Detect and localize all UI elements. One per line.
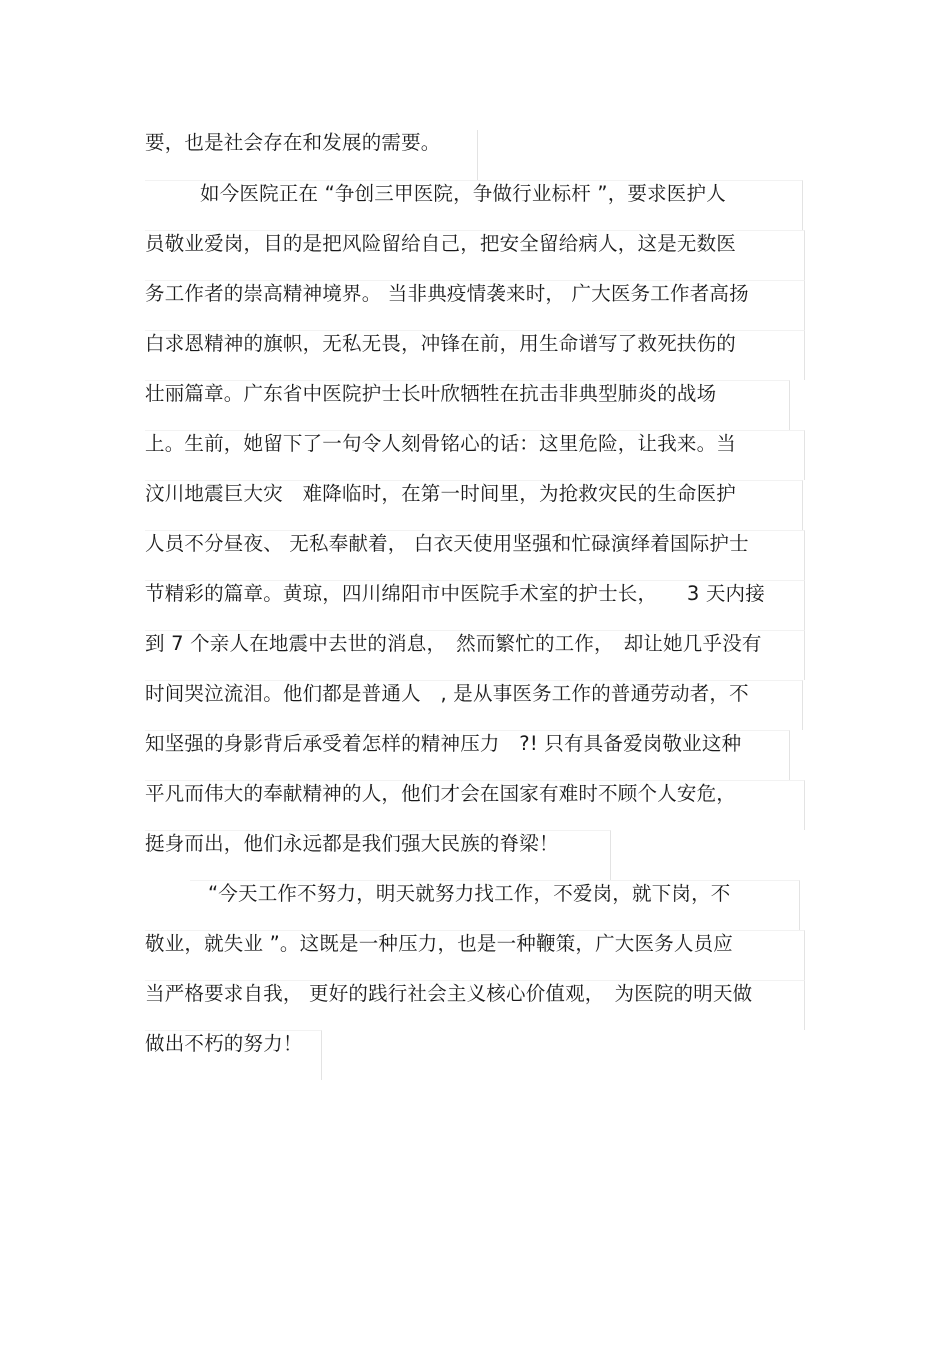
text-line bbox=[145, 780, 805, 830]
line-text: 到 7 个亲人在地震中去世的消息， 然而繁忙的工作， 却让她几乎没有 bbox=[145, 632, 762, 655]
text-line bbox=[190, 880, 800, 930]
text-line bbox=[145, 1030, 322, 1080]
text-line bbox=[145, 930, 805, 980]
text-line bbox=[145, 730, 790, 780]
text-line bbox=[145, 630, 805, 680]
line-text: 人员不分昼夜、 无私奉献着， 白衣天使用坚强和忙碌演绎着国际护士 bbox=[145, 532, 749, 555]
line-text: 要，也是社会存在和发展的需要。 bbox=[145, 131, 441, 154]
text-line bbox=[145, 130, 478, 180]
text-line bbox=[145, 530, 805, 580]
line-text: 当严格要求自我， 更好的践行社会主义核心价值观， 为医院的明天做 bbox=[145, 982, 753, 1005]
text-line bbox=[145, 230, 805, 280]
line-text: 做出不朽的努力！ bbox=[145, 1032, 303, 1055]
line-text: 上。生前，她留下了一句令人刻骨铭心的话：这里危险，让我来。当 bbox=[145, 432, 737, 455]
text-line bbox=[145, 830, 611, 880]
line-text: 汶川地震巨大灾 难降临时，在第一时间里，为抢救灾民的生命医护 bbox=[145, 482, 737, 505]
text-line bbox=[145, 430, 805, 480]
text-line bbox=[145, 580, 805, 630]
line-text: 平凡而伟大的奉献精神的人，他们才会在国家有难时不顾个人安危， bbox=[145, 782, 737, 805]
text-line bbox=[145, 180, 803, 230]
line-text: 敬业，就失业 ”。这既是一种压力，也是一种鞭策，广大医务人员应 bbox=[145, 932, 734, 955]
text-line bbox=[145, 380, 790, 430]
line-text: 知坚强的身影背后承受着怎样的精神压力 ?! 只有具备爱岗敬业这种 bbox=[145, 732, 742, 755]
text-line bbox=[145, 280, 805, 330]
text-line bbox=[145, 980, 805, 1030]
line-text: 如今医院正在 “争创三甲医院，争做行业标杆 ”，要求医护人 bbox=[200, 182, 726, 205]
line-text: “今天工作不努力，明天就努力找工作，不爱岗，就下岗，不 bbox=[208, 882, 731, 905]
line-text: 员敬业爱岗，目的是把风险留给自己，把安全留给病人，这是无数医 bbox=[145, 232, 737, 255]
line-text: 时间哭泣流泪。他们都是普通人 , 是从事医务工作的普通劳动者，不 bbox=[145, 682, 749, 705]
line-text: 挺身而出，他们永远都是我们强大民族的脊梁！ bbox=[145, 832, 559, 855]
line-text: 白求恩精神的旗帜，无私无畏，冲锋在前，用生命谱写了救死扶伤的 bbox=[145, 332, 737, 355]
text-line bbox=[145, 680, 803, 730]
line-text: 节精彩的篇章。黄琼，四川绵阳市中医院手术室的护士长， 3 天内接 bbox=[145, 582, 765, 605]
line-text: 壮丽篇章。广东省中医院护士长叶欣牺牲在抗击非典型肺炎的战场 bbox=[145, 382, 717, 405]
line-text: 务工作者的崇高精神境界。 当非典疫情袭来时， 广大医务工作者高扬 bbox=[145, 282, 749, 305]
text-line bbox=[145, 330, 805, 380]
text-line bbox=[145, 480, 803, 530]
